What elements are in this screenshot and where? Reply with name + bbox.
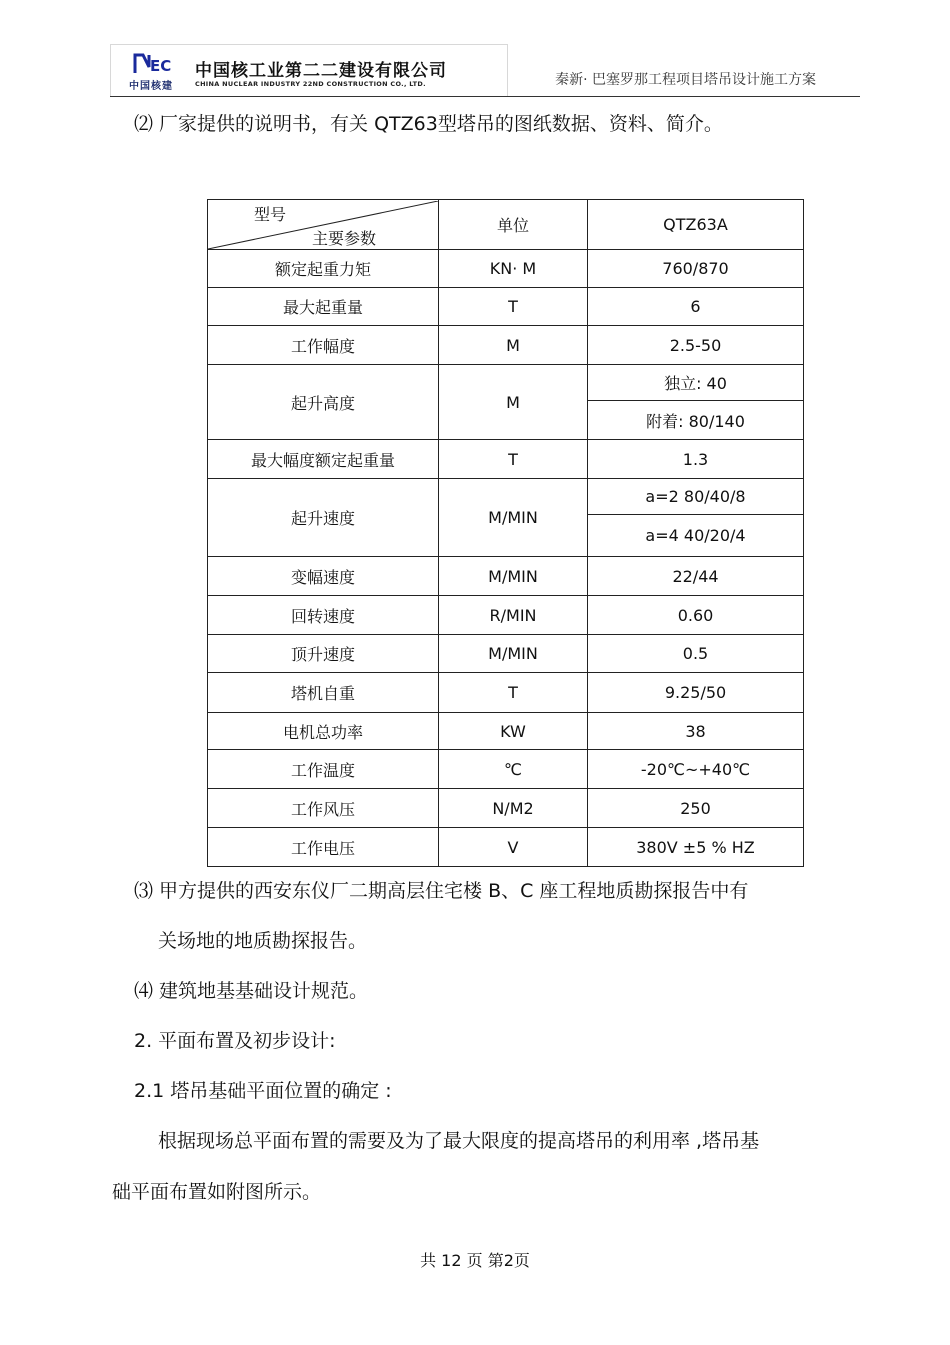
- table-row: [208, 326, 804, 365]
- table-row: [208, 440, 804, 479]
- page-header: [110, 44, 860, 98]
- unit-cell: M: [439, 365, 588, 440]
- param-cell: 工作幅度: [208, 326, 439, 365]
- body-paragraph-line2: 础平面布置如附图所示。: [112, 1181, 322, 1203]
- value-cell: 250: [588, 789, 804, 828]
- header-model-label: 型号: [254, 204, 287, 224]
- table-row: [208, 635, 804, 673]
- unit-cell: N/M2: [439, 789, 588, 828]
- table-row: [208, 250, 804, 288]
- logo-subtitle: 中国核建: [129, 81, 173, 92]
- table-header-row: [208, 200, 804, 250]
- header-unit: 单位: [439, 200, 588, 250]
- param-cell: 最大起重量: [208, 288, 439, 326]
- value-cell: 9.25/50: [588, 673, 804, 713]
- page-footer: 共 12 页 第2页: [420, 1251, 530, 1270]
- value-cell: 380V ±5 % HZ: [588, 828, 804, 867]
- unit-cell: KW: [439, 713, 588, 750]
- unit-cell: T: [439, 440, 588, 479]
- value-cell: 0.5: [588, 635, 804, 673]
- svg-text:EC: EC: [150, 57, 172, 75]
- param-cell: 电机总功率: [208, 713, 439, 750]
- param-cell: 变幅速度: [208, 557, 439, 596]
- param-cell: 工作风压: [208, 789, 439, 828]
- param-cell: 顶升速度: [208, 635, 439, 673]
- unit-cell: T: [439, 673, 588, 713]
- value-cell: 6: [588, 288, 804, 326]
- unit-cell: M/MIN: [439, 479, 588, 557]
- reference-item-3-line1: ⑶ 甲方提供的西安东仪厂二期高层住宅楼 B、C 座工程地质勘探报告中有: [134, 880, 749, 902]
- table-row: [208, 557, 804, 596]
- unit-cell: M/MIN: [439, 557, 588, 596]
- table-row: [208, 479, 804, 515]
- unit-cell: ℃: [439, 750, 588, 789]
- value-cell: 760/870: [588, 250, 804, 288]
- company-logo-icon: [133, 53, 175, 75]
- unit-cell: KN· M: [439, 250, 588, 288]
- table-row: [208, 365, 804, 401]
- unit-cell: M/MIN: [439, 635, 588, 673]
- param-cell: 工作温度: [208, 750, 439, 789]
- company-name-cn: 中国核工业第二二建设有限公司: [195, 61, 447, 81]
- reference-item-4: ⑷ 建筑地基基础设计规范。: [134, 980, 369, 1002]
- table-row: [208, 673, 804, 713]
- param-cell: 工作电压: [208, 828, 439, 867]
- section-2-heading: 2. 平面布置及初步设计:: [134, 1030, 336, 1052]
- value-cell: a=2 80/40/8: [588, 479, 804, 515]
- value-cell: 2.5-50: [588, 326, 804, 365]
- unit-cell: M: [439, 326, 588, 365]
- diagonal-header-cell: [208, 200, 439, 250]
- param-cell: 塔机自重: [208, 673, 439, 713]
- param-cell: 回转速度: [208, 596, 439, 635]
- param-cell: 最大幅度额定起重量: [208, 440, 439, 479]
- table-row: [208, 288, 804, 326]
- body-paragraph-line1: 根据现场总平面布置的需要及为了最大限度的提高塔吊的利用率 ,塔吊基: [158, 1130, 760, 1152]
- unit-cell: T: [439, 288, 588, 326]
- crane-spec-table: [207, 199, 804, 867]
- param-cell: 起升速度: [208, 479, 439, 557]
- param-cell: 起升高度: [208, 365, 439, 440]
- value-cell: 22/44: [588, 557, 804, 596]
- value-cell: -20℃~+40℃: [588, 750, 804, 789]
- value-cell: 0.60: [588, 596, 804, 635]
- reference-item-2: ⑵ 厂家提供的说明书，有关 QTZ63型塔吊的图纸数据、资料、简介。: [134, 113, 723, 135]
- table-row: [208, 596, 804, 635]
- header-param-label: 主要参数: [312, 228, 377, 248]
- header-divider: [110, 96, 860, 97]
- value-cell: a=4 40/20/4: [588, 515, 804, 557]
- company-name-en: CHINA NUCLEAR INDUSTRY 22ND CONSTRUCTION CO., LTD.: [195, 80, 426, 88]
- document-title: 秦新· 巴塞罗那工程项目塔吊设计施工方案: [555, 72, 816, 88]
- table-row: [208, 828, 804, 867]
- value-cell: 独立: 40: [588, 365, 804, 401]
- company-logo-box: [110, 44, 508, 97]
- value-cell: 38: [588, 713, 804, 750]
- unit-cell: R/MIN: [439, 596, 588, 635]
- reference-item-3-line2: 关场地的地质勘探报告。: [158, 930, 368, 952]
- table-row: [208, 750, 804, 789]
- table-row: [208, 713, 804, 750]
- section-2-1-heading: 2.1 塔吊基础平面位置的确定 :: [134, 1080, 392, 1102]
- header-model: QTZ63A: [588, 200, 804, 250]
- value-cell: 附着: 80/140: [588, 401, 804, 440]
- unit-cell: V: [439, 828, 588, 867]
- value-cell: 1.3: [588, 440, 804, 479]
- param-cell: 额定起重力矩: [208, 250, 439, 288]
- table-row: [208, 789, 804, 828]
